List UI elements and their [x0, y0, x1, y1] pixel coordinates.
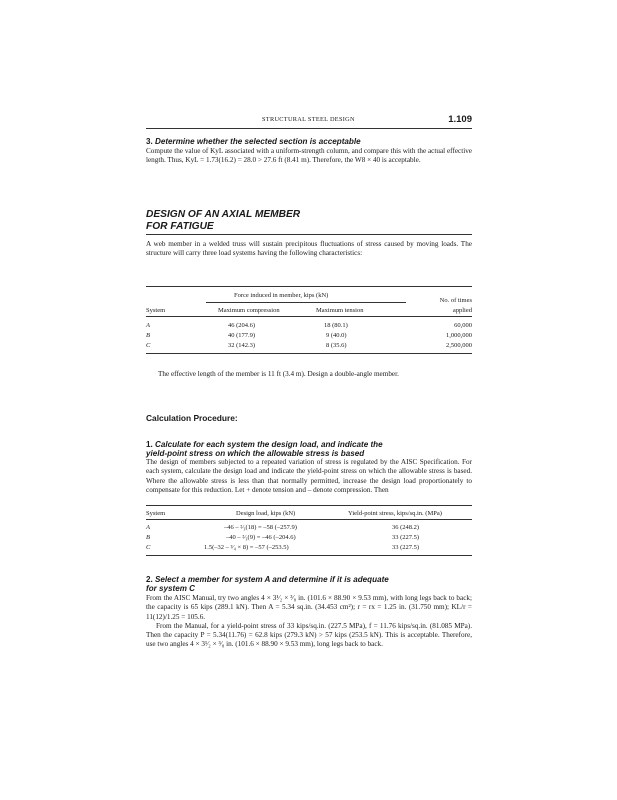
table1-top-rule	[146, 286, 472, 287]
table1-header-applied: applied	[452, 307, 472, 314]
table2-row-b-system: B	[146, 534, 150, 541]
section-title-line1: DESIGN OF AN AXIAL MEMBER	[146, 209, 301, 220]
step1-number: 1.	[146, 440, 153, 449]
effective-length-text: The effective length of the member is 11 ft (3.4 m). Design a double-angle member.	[158, 370, 399, 378]
table1-row-b-tension: 9 (40.0)	[326, 332, 347, 339]
step2-body	[146, 594, 472, 650]
step1-body	[146, 458, 472, 495]
step3-body-text: Compute the value of KyL associated with a uniform-strength column, and compare this with the actual effective length. Thus, KyL = 1.73(16.2) = 28.0 > 27.6 ft (8.41 m). Therefore, the W8 × 40 is acceptable.	[146, 147, 472, 165]
step3-heading-text: Determine whether the selected section is acceptable	[155, 137, 361, 146]
table2-row-a-system: A	[146, 524, 150, 531]
table2-row-c-system: C	[146, 544, 151, 551]
table1-row-c-times: 2,500,000	[446, 342, 472, 349]
step1-heading-line2: yield-point stress on which the allowable stress is based	[146, 449, 365, 458]
intro-text: A web member in a welded truss will sustain precipitous fluctuations of stress caused by moving loads. The structure will carry three load systems having the following characteristics:	[146, 240, 472, 258]
step2-heading	[146, 575, 472, 593]
table1-row-a-system: A	[146, 322, 150, 329]
step2-body-text1: From the AISC Manual, try two angles 4 × 3¹⁄₂ × ³⁄₈ in. (101.6 × 88.90 × 9.53 mm), with long legs back to back; the capacity is 65 kips (289.1 kN). Then A = 5.34 sq.in. (34.453 cm²); r = rx = 1.25 in. (31.750 mm); KL/r = 11(12)/1.25 = 105.6.	[146, 594, 472, 621]
table1-group-header: Force induced in member, kips (kN)	[234, 292, 329, 299]
table1-header-times: No. of times	[439, 297, 472, 304]
table2-row-b-stress: 33 (227.5)	[392, 534, 420, 541]
step3-number: 3.	[146, 137, 153, 146]
table2-header-system: System	[146, 510, 166, 517]
table1-row-c-compression: 32 (142.3)	[228, 342, 256, 349]
table1-header-compression: Maximum compression	[218, 307, 280, 314]
table2-row-a-load: –46 – ²⁄₃(18) = –58 (–257.9)	[224, 524, 297, 531]
page-number: 1.109	[448, 114, 472, 125]
step2-heading-line1: Select a member for system A and determine if it is adequate	[155, 575, 389, 584]
table2-row-b-load: –40 – ²⁄₃(9) = –46 (–204.6)	[226, 534, 296, 541]
table2-header-stress: Yield-point stress, kips/sq.in. (MPa)	[348, 510, 442, 517]
step2-body-text2: From the Manual, for a yield-point stress of 33 kips/sq.in. (227.5 MPa), f = 11.76 kips/sq.in. (81.085 MPa). Then the capacity P = 5.34(11.76) = 62.8 kips (279.3 kN) > 57 kips (253.5 kN). This is acceptable. Therefore, use two angles 4 × 3¹⁄₂ × ³⁄₈ in. (101.6 × 88.90 × 9.53 mm), long legs back to back.	[146, 621, 472, 649]
table2-row-c-load: 1.5(–32 – ³⁄₄ × 8) = –57 (–253.5)	[204, 544, 289, 551]
table2-row-c-stress: 33 (227.5)	[392, 544, 420, 551]
section-rule	[146, 234, 472, 235]
table1-header-tension: Maximum tension	[316, 307, 364, 314]
step2-heading-line2: for system C	[146, 584, 196, 593]
running-head-title: STRUCTURAL STEEL DESIGN	[262, 116, 355, 123]
section-title-line2: FOR FATIGUE	[146, 220, 214, 232]
table2-bottom-rule	[146, 555, 472, 556]
calculation-procedure-heading: Calculation Procedure:	[146, 413, 238, 423]
table1-bottom-rule	[146, 353, 472, 354]
table2-top-rule	[146, 505, 472, 506]
table1-row-a-times: 60,000	[454, 322, 472, 329]
table1-row-a-compression: 46 (204.6)	[228, 322, 256, 329]
table1-row-c-system: C	[146, 342, 151, 349]
section-title	[146, 209, 472, 232]
table2-header-rule	[146, 519, 472, 520]
header-rule	[146, 128, 472, 129]
step3-body	[146, 147, 472, 166]
table1-row-b-times: 1,000,000	[446, 332, 472, 339]
table1-row-a-tension: 18 (80.1)	[324, 322, 348, 329]
table1-row-b-system: B	[146, 332, 150, 339]
effective-length-paragraph	[158, 370, 472, 379]
step3-heading	[146, 137, 472, 146]
intro-paragraph	[146, 240, 472, 259]
table1-header-rule	[146, 316, 472, 317]
table1-header-system: System	[146, 307, 166, 314]
step1-heading	[146, 440, 472, 458]
table1-row-c-tension: 8 (35.6)	[326, 342, 347, 349]
table2-header-load: Design load, kips (kN)	[236, 510, 296, 517]
table1-group-rule	[206, 302, 406, 303]
table1-row-b-compression: 40 (177.9)	[228, 332, 256, 339]
running-head	[146, 116, 472, 128]
step1-body-text: The design of members subjected to a repeated variation of stress is regulated by the AISC Specification. For each system, calculate the design load and indicate the yield-point stress on which the allowable stress is based. Where the allowable stress is less than that normally permitted, increase the design load proportionately to compensate for this reduction. Let + denote tension and – denote compression. Then	[146, 458, 472, 494]
step1-heading-line1: Calculate for each system the design load, and indicate the	[155, 440, 383, 449]
step2-number: 2.	[146, 575, 153, 584]
table2-row-a-stress: 36 (248.2)	[392, 524, 420, 531]
